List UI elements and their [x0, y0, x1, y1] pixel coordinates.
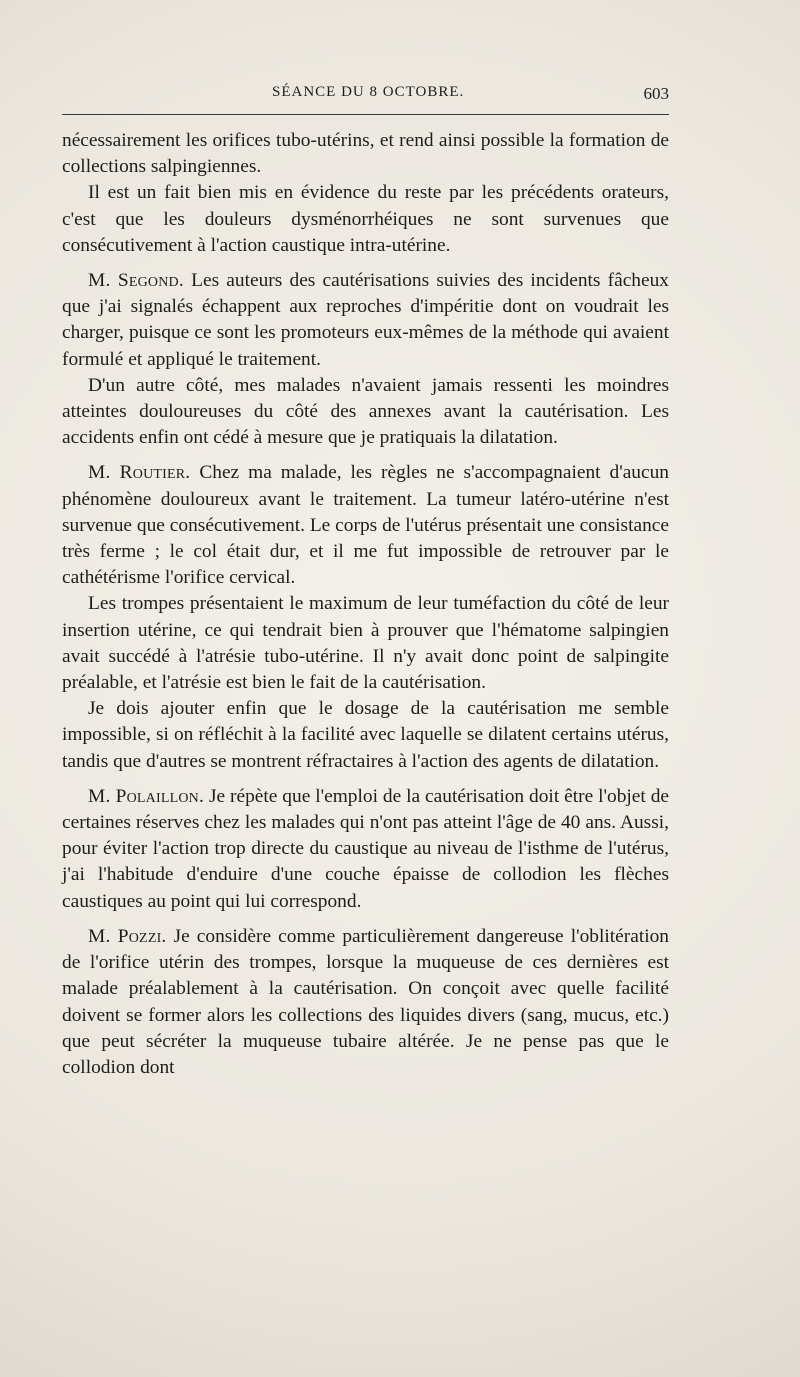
speaker-name: M. Segond. [88, 270, 184, 292]
paragraph-continuation: nécessairement les orifices tubo-utérins, et rend ainsi possible la formation de collections salpingiennes. [62, 130, 669, 178]
paragraph-segond [62, 268, 669, 373]
page-header [62, 84, 669, 106]
speech-text: Je considère comme particulièrement dangereuse l'oblitération de l'orifice utérin des trompes, lorsque la muqueuse de ces dernières est malade préalablement à la cautérisation. On conçoit avec quelle facilité doivent se former alors les collections des liquides divers (sang, mucus, etc.) que peut sécréter la muqueuse tubaire altérée. Je ne pense pas que le collodion dont [62, 925, 670, 1078]
speech-text: Je répète que l'emploi de la cautérisation doit être l'objet de certaines réserves chez les malades qui n'ont pas atteint l'âge de 40 ans. Aussi, pour éviter l'action trop directe du caustique au niveau de l'isthme de l'utérus, j'ai l'habitude d'enduire d'une couche épaisse de collodion les flèches caustiques au point qui lui correspond. [62, 785, 669, 912]
paragraph-polaillon [62, 784, 669, 915]
page-body [62, 128, 669, 1081]
speech-text: Chez ma malade, les règles ne s'accompagnaient d'aucun phénomène douloureux avant le traitement. La tumeur latéro-utérine n'est survenue que consécutivement. Le corps de l'utérus présentait une consistance très ferme ; le col était dur, et il me fut impossible de retrouver par le cathétérisme l'orifice cervical. [62, 462, 669, 589]
paragraph-routier [62, 460, 669, 591]
paragraph: Il est un fait bien mis en évidence du reste par les précédents orateurs, c'est que les douleurs dysménorrhéiques ne sont survenues que consécutivement à l'action caustique intra-utérine. [62, 182, 669, 256]
paragraph-pozzi [62, 924, 669, 1081]
paragraph: Les trompes présentaient le maximum de leur tuméfaction du côté de leur insertion utérine, ce qui tendrait bien à prouver que l'hématome salpingien avait succédé à l'atrésie tubo-utérine. Il n'y avait donc point de salpingite préalable, et l'atrésie est bien le fait de la cautérisation. [62, 593, 669, 694]
speech-text: Les auteurs des cautérisations suivies des incidents fâcheux que j'ai signalés échappent aux reproches d'impéritie dont on voudrait les charger, puisque ce sont les promoteurs eux-mêmes de la méthode qui avaient formulé et appliqué le traitement. [62, 270, 669, 370]
speaker-name: M. Routier. [88, 462, 191, 484]
speaker-name: M. Pozzi. [88, 925, 167, 947]
running-title: SÉANCE DU 8 OCTOBRE. [272, 84, 465, 100]
paragraph: Je dois ajouter enfin que le dosage de la cautérisation me semble impossible, si on réfléchit à la facilité avec laquelle se dilatent certains utérus, tandis que d'autres se montrent réfractaires à l'action des agents de dilatation. [62, 698, 669, 772]
page-number: 603 [643, 84, 669, 103]
speaker-name: M. Polaillon. [88, 785, 205, 807]
header-rule [62, 114, 669, 115]
paragraph: D'un autre côté, mes malades n'avaient jamais ressenti les moindres atteintes douloureuses du côté des annexes avant la cautérisation. Les accidents enfin ont cédé à mesure que je pratiquais la dilatation. [62, 374, 669, 449]
